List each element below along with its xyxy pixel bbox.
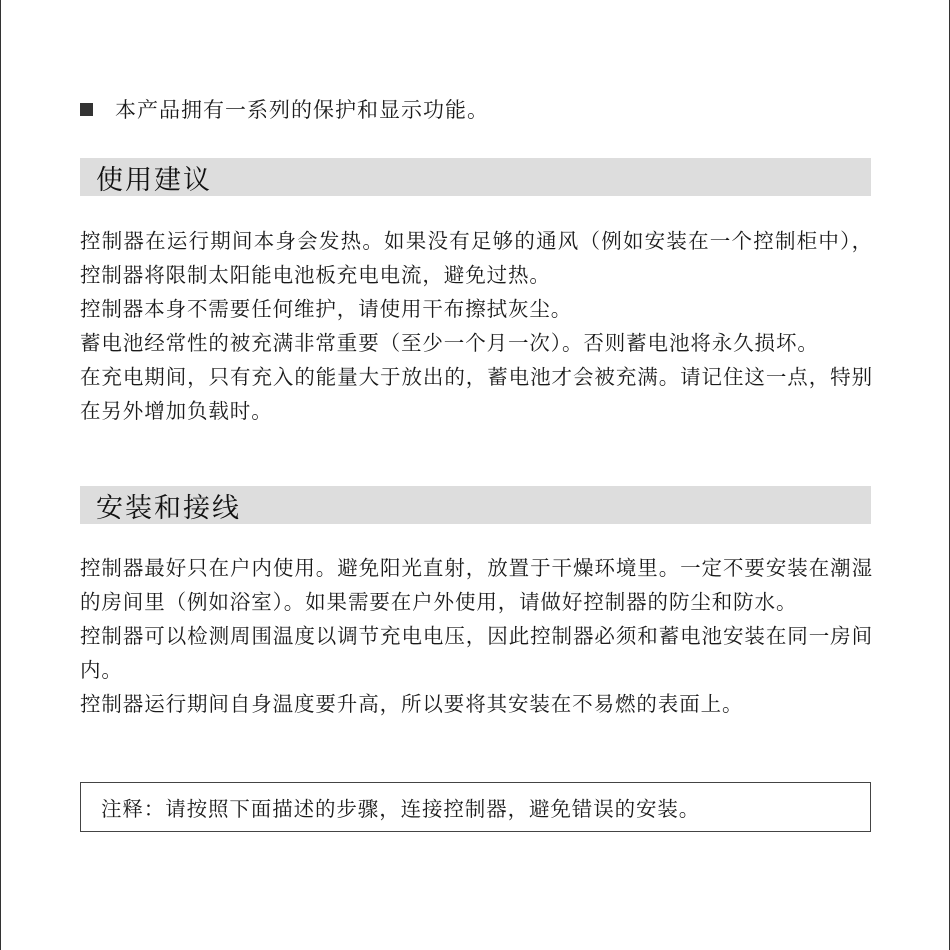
section-title: 安装和接线 [96, 492, 241, 524]
intro-line [80, 92, 880, 126]
usage-advice-body [80, 224, 873, 428]
section-title: 使用建议 [96, 164, 212, 196]
page-border-left [0, 0, 1, 950]
section-heading-usage-advice [80, 158, 871, 196]
section-heading-installation-wiring [80, 486, 871, 524]
intro-text: 本产品拥有一系列的保护和显示功能。 [115, 98, 489, 122]
paragraph: 控制器运行期间自身温度要升高，所以要将其安装在不易燃的表面上。 [80, 692, 744, 716]
paragraph: 在充电期间，只有充入的能量大于放出的，蓄电池才会被充满。请记住这一点，特别在另外增加负载时。 [80, 365, 873, 423]
installation-wiring-body [80, 551, 873, 721]
square-bullet-icon [80, 103, 93, 116]
paragraph: 控制器可以检测周围温度以调节充电电压，因此控制器必须和蓄电池安装在同一房间内。 [80, 624, 873, 682]
paragraph: 控制器最好只在户内使用。避免阳光直射，放置于干燥环境里。一定不要安装在潮湿的房间里（例如浴室）。如果需要在户外使用，请做好控制器的防尘和防水。 [80, 556, 873, 614]
paragraph: 控制器本身不需要任何维护，请使用干布擦拭灰尘。 [80, 297, 573, 321]
note-box [80, 782, 871, 832]
paragraph: 蓄电池经常性的被充满非常重要（至少一个月一次）。否则蓄电池将永久损坏。 [80, 331, 819, 355]
note-text: 注释：请按照下面描述的步骤，连接控制器，避免错误的安装。 [101, 797, 701, 821]
paragraph: 控制器在运行期间本身会发热。如果没有足够的通风（例如安装在一个控制柜中），控制器将限制太阳能电池板充电电流，避免过热。 [80, 229, 873, 287]
